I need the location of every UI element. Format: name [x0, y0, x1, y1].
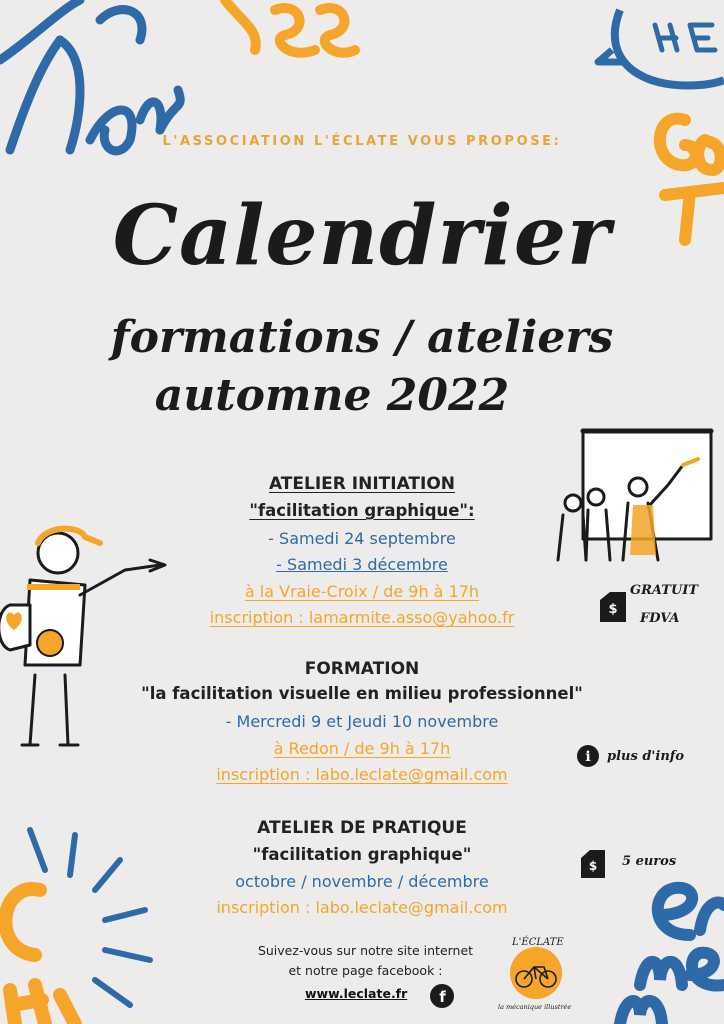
section2-dates: - Mercredi 9 et Jeudi 10 novembre: [225, 712, 499, 731]
svg-text:i: i: [585, 749, 591, 765]
section2-inscription[interactable]: inscription : labo.leclate@gmail.com: [216, 765, 508, 784]
price-tag-icon: [577, 848, 609, 880]
leclate-logo: [494, 935, 578, 1017]
section1-date-2: - Samedi 3 décembre: [276, 555, 448, 574]
info-icon[interactable]: [577, 745, 599, 767]
svg-text:$: $: [588, 859, 598, 873]
section3-heading: ATELIER DE PRATIQUE: [257, 818, 467, 838]
title-line-3: automne 2022: [154, 370, 510, 421]
section3-subtitle: "facilitation graphique": [252, 845, 472, 864]
svg-text:f: f: [439, 988, 446, 1006]
page-title: Calendrier: [112, 188, 612, 284]
website-link-text[interactable]: www.leclate.fr: [305, 986, 408, 1001]
facebook-icon[interactable]: [430, 984, 454, 1008]
top-right-bubble: [598, 10, 724, 86]
top-left-love-lettering: [0, 0, 180, 151]
section1-place: à la Vraie-Croix / de 9h à 17h: [244, 582, 480, 601]
title-line-2: formations / ateliers: [110, 312, 614, 363]
section2-place: à Redon / de 9h à 17h: [273, 739, 451, 758]
section1-date-1: - Samedi 24 septembre: [268, 529, 456, 548]
section2-heading: FORMATION: [304, 659, 420, 679]
section2-side-note[interactable]: plus d'info: [607, 749, 685, 764]
section1-side-note-2: FDVA: [640, 611, 680, 626]
kicker-text: L'ASSOCIATION L'ÉCLATE VOUS PROPOSE:: [162, 134, 562, 149]
section1-heading: ATELIER INITIATION: [268, 474, 456, 494]
section1-inscription[interactable]: inscription : lamarmite.asso@yahoo.fr: [209, 608, 515, 627]
price-tag-icon: [596, 590, 630, 624]
website-link[interactable]: [305, 984, 407, 1004]
footer-line-1: Suivez-vous sur notre site internet: [257, 943, 474, 958]
section2-subtitle: "la facilitation visuelle en milieu professionnel": [141, 684, 583, 703]
section3-side-note: 5 euros: [622, 854, 677, 869]
top-center-lettering: [225, 0, 355, 53]
section1-subtitle: "facilitation graphique":: [249, 501, 475, 520]
section3-dates: octobre / novembre / décembre: [235, 872, 489, 891]
footer-line-2: et notre page facebook :: [288, 963, 443, 978]
logo-name: L'ÉCLATE: [512, 937, 564, 948]
section1-side-note-1: GRATUIT: [630, 583, 699, 598]
footer-text: [248, 941, 483, 981]
svg-text:$: $: [608, 602, 618, 617]
section3-inscription[interactable]: inscription : labo.leclate@gmail.com: [216, 898, 508, 917]
logo-tagline: la mécanique illustrée: [498, 1003, 572, 1011]
